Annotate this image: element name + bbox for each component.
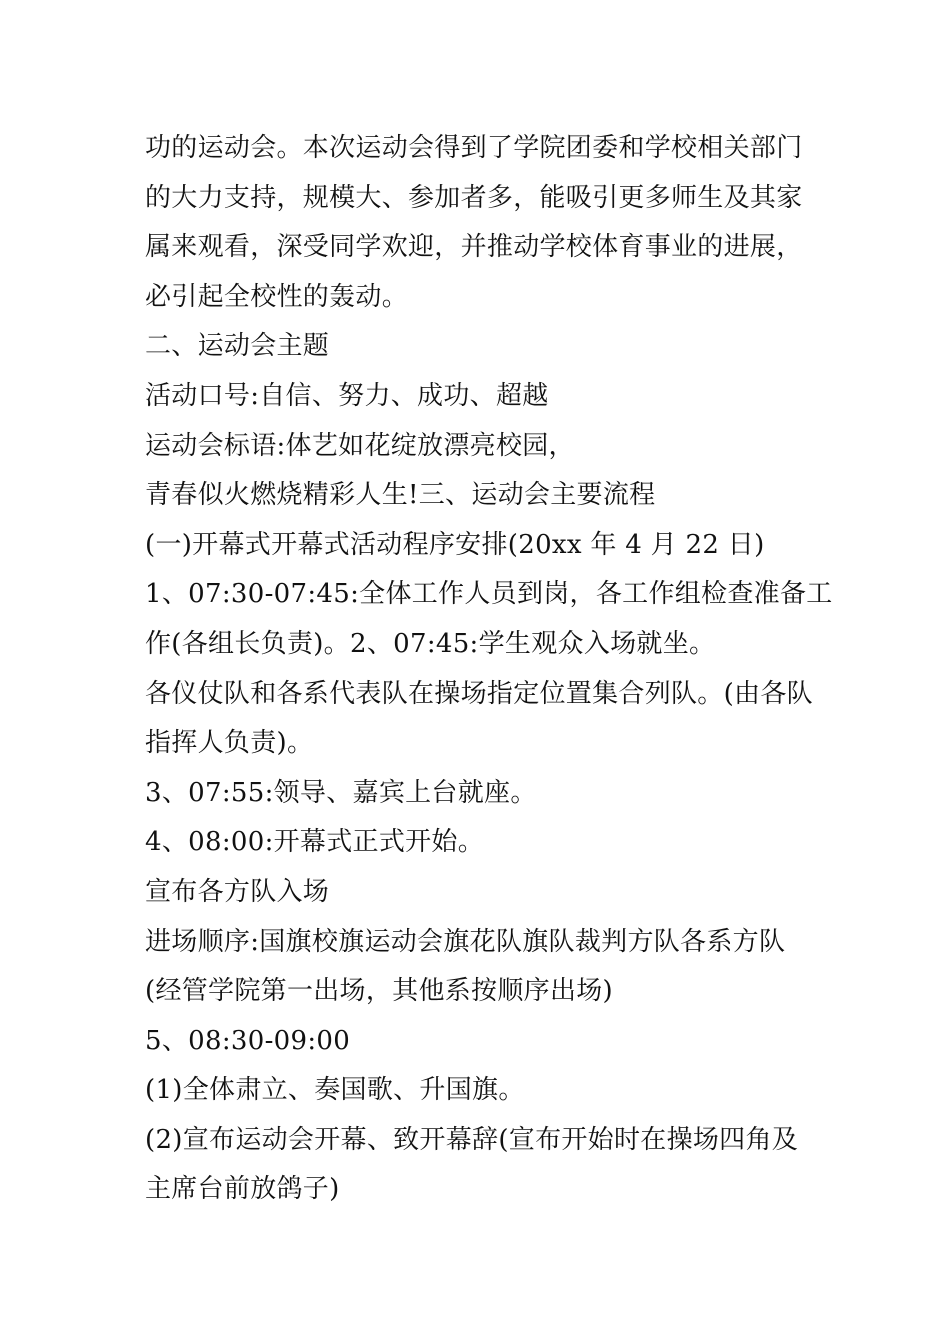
text-line: 主席台前放鸽子) <box>145 1174 340 1205</box>
text-line: 的大力支持，规模大、参加者多，能吸引更多师生及其家 <box>145 182 803 213</box>
text-line: 1、07:30-07:45:全体工作人员到岗，各工作组检查准备工 <box>145 579 833 610</box>
text-line: (经管学院第一出场，其他系按顺序出场) <box>145 976 613 1007</box>
text-line: 运动会标语:体艺如花绽放漂亮校园， <box>145 430 575 461</box>
text-line: 青春似火燃烧精彩人生!三、运动会主要流程 <box>145 480 656 511</box>
subsection-heading: (一)开幕式开幕式活动程序安排(20xx 年 4 月 22 日) <box>145 529 765 560</box>
text-line: 作(各组长负责)。2、07:45:学生观众入场就坐。 <box>145 628 716 659</box>
text-line: 4、08:00:开幕式正式开始。 <box>145 827 485 858</box>
text-line: 必引起全校性的轰动。 <box>145 281 409 312</box>
text-line: 活动口号:自信、努力、成功、超越 <box>145 380 549 411</box>
text-line: (2)宣布运动会开幕、致开幕辞(宣布开始时在操场四角及 <box>145 1124 799 1155</box>
text-line: 5、08:30-09:00 <box>145 1025 351 1056</box>
text-line: 各仪仗队和各系代表队在操场指定位置集合列队。(由各队 <box>145 678 813 709</box>
section-heading: 二、运动会主题 <box>145 331 330 362</box>
text-line: 宣布各方队入场 <box>145 876 330 907</box>
text-line: 指挥人负责)。 <box>145 728 314 759</box>
text-line: 功的运动会。本次运动会得到了学院团委和学校相关部门 <box>145 133 803 163</box>
text-line: (1)全体肃立、奏国歌、升国旗。 <box>145 1075 525 1106</box>
text-line: 属来观看，深受同学欢迎，并推动学校体育事业的进展， <box>145 232 803 263</box>
document-body <box>145 124 833 1215</box>
text-line: 进场顺序:国旗校旗运动会旗花队旗队裁判方队各系方队 <box>145 926 786 957</box>
text-line: 3、07:55:领导、嘉宾上台就座。 <box>145 777 537 808</box>
